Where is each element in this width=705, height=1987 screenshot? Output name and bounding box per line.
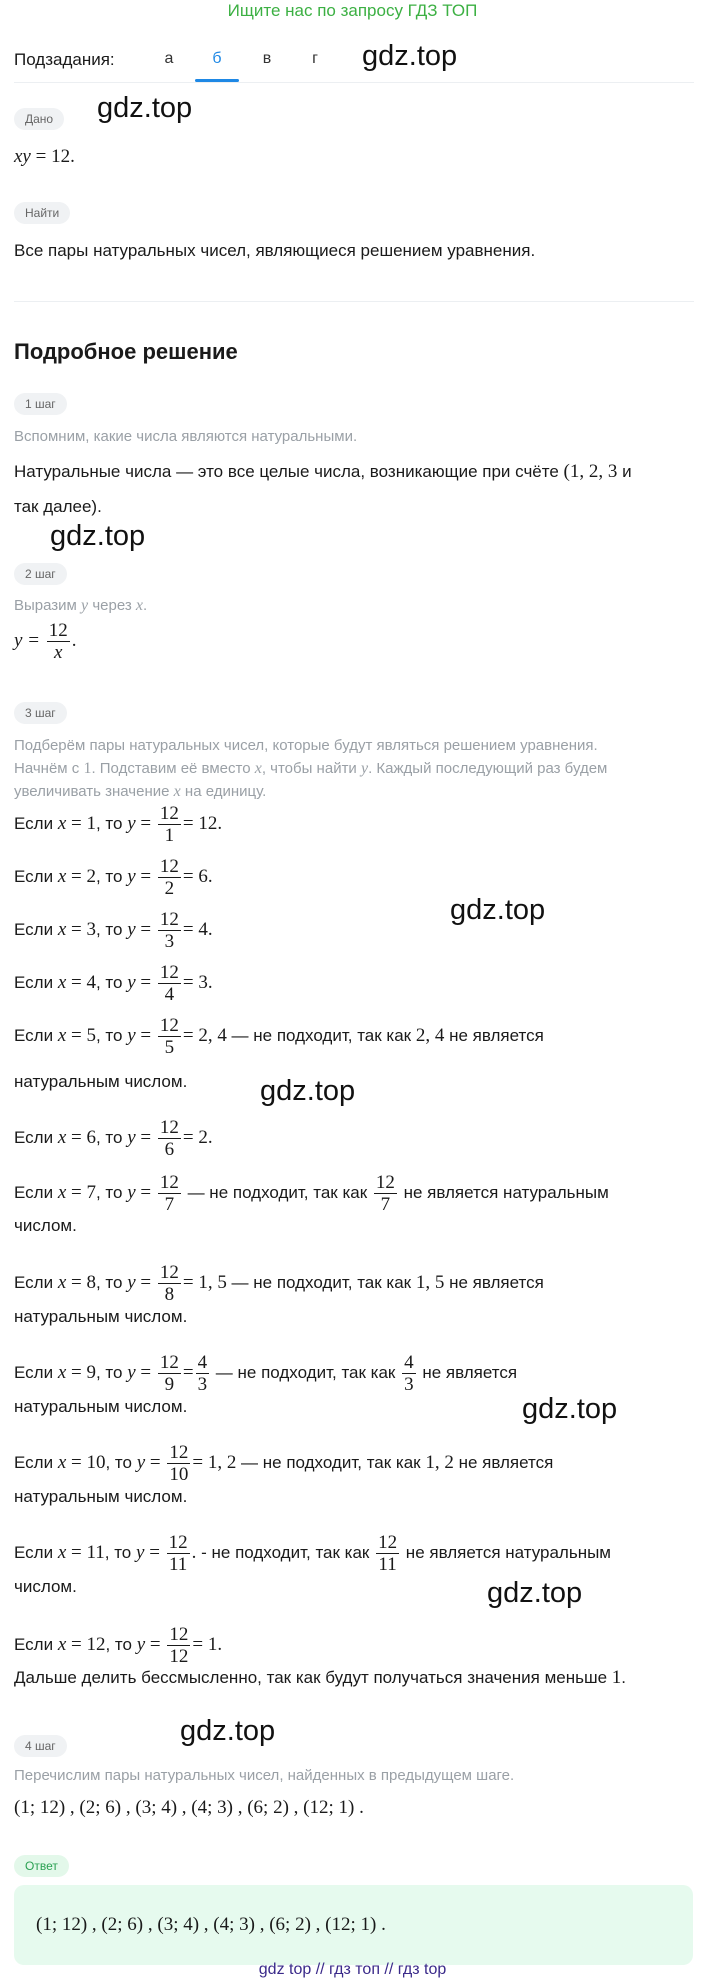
case-if: Если (14, 813, 54, 833)
case-if: Если (14, 1182, 54, 1202)
h3a: увеличивать значение (14, 783, 174, 800)
answer-box (14, 1885, 693, 1965)
case-then: , то (95, 1127, 123, 1147)
case-x: x (57, 1541, 67, 1563)
case-eq2: = (135, 1126, 156, 1148)
case-x: x (57, 865, 67, 887)
case-if: Если (14, 866, 54, 886)
case-eq: = (66, 812, 87, 834)
frac-den: 1 (164, 825, 175, 846)
tab-v[interactable]: в (262, 50, 272, 67)
frac-den: 3 (197, 1374, 208, 1395)
frac-num: 12 (159, 962, 179, 983)
case-if: Если (14, 1025, 54, 1045)
case-then: , то (95, 1025, 123, 1045)
case-y: y (136, 1633, 146, 1655)
case-x-val: 4 (86, 971, 96, 993)
given-pill: Дано (14, 108, 64, 130)
step2-hint-y: y (81, 597, 89, 614)
case-result: = 1, 5 (182, 1271, 227, 1293)
case-result-fraction (196, 1352, 210, 1395)
step3-hint1: Подберём пары натуральных чисел, которые будут являться решением уравнения. (14, 737, 598, 754)
case-y: y (127, 1361, 136, 1383)
case-eq2: = (145, 1633, 166, 1655)
case-fraction (158, 1262, 181, 1305)
case-tail: — не подходит, так как (182, 1182, 372, 1202)
frac-num: 12 (169, 1442, 189, 1463)
frac-num: 12 (159, 803, 179, 824)
case-eq: = (66, 1361, 87, 1383)
case-result: = 2. (182, 1126, 213, 1148)
case-tail2: не является (453, 1452, 554, 1472)
case-continuation: натуральным числом. (14, 1487, 188, 1506)
step1-line1-text: Натуральные числа — это все целые числа, возникающие при счёте (14, 462, 564, 481)
tab-a[interactable]: а (164, 50, 174, 67)
case-tail: — не подходит, так как (226, 1025, 416, 1045)
h2b: 1 (83, 760, 92, 777)
footer-links: gdz top // гдз топ // гдз top (258, 1961, 447, 1978)
case-eq2: = (135, 865, 156, 887)
step1-pill: 1 шаг (14, 393, 67, 415)
case-continuation: натуральным числом. (14, 1307, 188, 1326)
case-eq: = (66, 865, 87, 887)
case-eq: = (66, 1024, 87, 1046)
case-tail: — не подходит, так как (211, 1362, 401, 1382)
frac-den: 2 (164, 878, 175, 899)
h2f: y (360, 760, 369, 777)
case-then: , то (95, 919, 123, 939)
case-eq2: = (135, 918, 156, 940)
top-banner: Ищите нас по запросу ГДЗ ТОП (227, 1, 478, 20)
case-y: y (127, 918, 136, 940)
h2e: , чтобы найти (261, 760, 361, 777)
h2a: Начнём с (14, 760, 84, 777)
case-y: y (136, 1451, 146, 1473)
case-result: = 4. (182, 918, 213, 940)
step2-hint-a: Выразим (14, 597, 82, 614)
case-eq2: = (135, 1181, 156, 1203)
case-then: , то (95, 1272, 123, 1292)
case-row (14, 1442, 553, 1485)
case-result: = 3. (182, 971, 213, 993)
case-x: x (57, 1451, 67, 1473)
case-row (14, 909, 213, 952)
case-y: y (127, 812, 136, 834)
h2g: . Каждый последующий раз будем (368, 760, 608, 777)
case-if: Если (14, 1272, 54, 1292)
find-text: Все пары натуральных чисел, являющиеся решением уравнения. (14, 241, 536, 260)
h2d: x (254, 760, 262, 777)
case-fraction (158, 909, 181, 952)
step1-line1 (14, 460, 632, 483)
case-row (14, 1172, 609, 1215)
case-x: x (57, 1271, 67, 1293)
case-x-val: 5 (86, 1024, 96, 1046)
answer-pill: Ответ (14, 1855, 69, 1877)
case-then: , то (95, 813, 123, 833)
case-eq: = (66, 1541, 87, 1563)
frac-num: 12 (378, 1532, 398, 1553)
case-if: Если (14, 1362, 54, 1382)
case-tail-math: 2, 4 (415, 1024, 445, 1046)
case-tail: - не подходит, так как (196, 1542, 375, 1562)
case-tail-fraction (376, 1532, 399, 1575)
step3-conclusion (14, 1666, 626, 1689)
frac-num: 12 (159, 1015, 179, 1036)
case-eq: = (66, 1451, 87, 1473)
case-y: y (127, 1126, 136, 1148)
case-eq: = (66, 1126, 87, 1148)
case-x-val: 7 (86, 1181, 96, 1203)
case-tail2: не является (444, 1025, 544, 1045)
case-eq2: = (135, 971, 156, 993)
step2-formula: y = $\frac{12}{x}$ . (14, 620, 77, 663)
case-row (14, 803, 222, 846)
frac-den: 3 (164, 931, 175, 952)
case-if: Если (14, 919, 54, 939)
frac-den: 5 (164, 1037, 175, 1058)
case-result: = 12. (182, 812, 223, 834)
given-equation (14, 145, 75, 168)
step4-pill: 4 шаг (14, 1735, 67, 1757)
case-result: = 2, 4 (182, 1024, 227, 1046)
h2c: . Подставим её вместо (91, 760, 255, 777)
frac-den: 4 (164, 984, 175, 1005)
case-result: . (191, 1541, 197, 1563)
case-y: y (127, 1024, 136, 1046)
case-continuation: числом. (14, 1216, 77, 1235)
frac-den: 8 (164, 1284, 175, 1305)
case-tail2: не является (417, 1362, 518, 1382)
case-result: = (182, 1361, 194, 1383)
step1-line1-math: (1, 2, 3 (563, 461, 618, 482)
concl-c: . (621, 1668, 627, 1687)
frac-den: 11 (378, 1554, 397, 1575)
step3-pill: 3 шаг (14, 702, 67, 724)
case-x-val: 2 (86, 865, 96, 887)
case-x: x (57, 1126, 67, 1148)
case-tail: — не подходит, так как (226, 1272, 416, 1292)
case-y: y (136, 1541, 145, 1563)
step4-hint: Перечислим пары натуральных чисел, найденных в предыдущем шаге. (14, 1767, 515, 1784)
case-x-val: 12 (86, 1633, 106, 1655)
case-if: Если (14, 1542, 54, 1562)
solution-title: Подробное решение (14, 339, 238, 364)
case-tail2: не является (444, 1272, 544, 1292)
case-y: y (127, 865, 136, 887)
case-if: Если (14, 1634, 54, 1654)
frac-den: 12 (169, 1646, 189, 1667)
case-continuation: натуральным числом. (14, 1072, 188, 1091)
case-x: x (57, 1361, 67, 1383)
watermark: gdz.top (450, 894, 546, 926)
case-eq2: = (135, 1271, 156, 1293)
frac-den: 11 (169, 1554, 188, 1575)
step2-pill: 2 шаг (14, 563, 67, 585)
frac-den: 3 (404, 1374, 414, 1395)
step1-line2: так далее). (14, 497, 102, 516)
step2-fraction (47, 620, 70, 663)
case-eq: = (66, 1271, 87, 1293)
case-tail-fraction (374, 1172, 397, 1215)
frac-num: 12 (159, 1172, 179, 1193)
tab-b[interactable]: б (212, 50, 222, 67)
frac-den: 6 (164, 1139, 175, 1160)
case-continuation: числом. (14, 1577, 77, 1596)
frac-num: 12 (159, 909, 179, 930)
case-x: x (57, 1633, 67, 1655)
case-fraction (158, 1352, 181, 1395)
case-fraction (158, 856, 181, 899)
case-x-val: 3 (86, 918, 96, 940)
case-y: y (127, 1181, 136, 1203)
watermark: gdz.top (180, 1715, 276, 1747)
case-eq2: = (135, 1361, 156, 1383)
case-then: , то (95, 972, 123, 992)
case-eq: = (66, 971, 87, 993)
case-row (14, 1117, 213, 1160)
watermark: gdz.top (522, 1393, 618, 1425)
tab-g[interactable]: г (312, 50, 318, 67)
case-fraction (158, 1015, 181, 1058)
frac-num: 12 (168, 1532, 188, 1553)
case-then: , то (95, 866, 123, 886)
step1-hint: Вспомним, какие числа являются натуральными. (14, 428, 358, 445)
frac-den: 10 (169, 1464, 189, 1485)
case-x: x (57, 1181, 67, 1203)
case-x-val: 11 (86, 1541, 105, 1563)
case-then: , то (105, 1634, 132, 1654)
step3-hint2 (14, 757, 607, 780)
case-row (14, 1352, 517, 1395)
case-row (14, 1262, 544, 1305)
case-y: y (127, 971, 136, 993)
subtasks-label: Подзадания: (14, 50, 115, 69)
divider (14, 301, 694, 302)
watermark: gdz.top (487, 1577, 583, 1609)
case-x-val: 10 (86, 1451, 106, 1473)
frac-num: 12 (169, 1624, 189, 1645)
find-pill: Найти (14, 202, 70, 224)
step2-hint-b: через (88, 597, 136, 614)
case-then: , то (105, 1452, 132, 1472)
h3c: на единицу. (180, 783, 267, 800)
case-then: , то (104, 1542, 132, 1562)
frac-den: 7 (164, 1194, 175, 1215)
case-x-val: 1 (86, 812, 96, 834)
case-fraction (167, 1532, 190, 1575)
case-x-val: 9 (86, 1361, 96, 1383)
subtasks-bar (14, 46, 694, 83)
case-fraction (158, 1172, 181, 1215)
step4-pairs: (1; 12) , (2; 6) , (3; 4) , (4; 3) , (6; 2) , (12; 1) . (14, 1797, 364, 1818)
step2-hint-c: . (143, 597, 148, 614)
step2-hint-x: x (135, 597, 143, 614)
case-eq2: = (135, 812, 156, 834)
step3-hint3 (14, 780, 266, 803)
case-tail-math: 1, 2 (425, 1451, 454, 1473)
concl-b: 1 (611, 1667, 622, 1688)
case-eq2: = (144, 1541, 165, 1563)
case-if: Если (14, 1127, 54, 1147)
frac-num: 4 (197, 1352, 208, 1373)
frac-den: x (54, 642, 63, 663)
case-result: = 1, 2 (192, 1451, 237, 1473)
case-tail-fraction (402, 1352, 416, 1395)
frac-num: 12 (48, 620, 68, 641)
h3b: x (173, 783, 181, 800)
eq-rhs: = 12. (35, 146, 75, 167)
case-fraction (158, 803, 181, 846)
case-then: , то (95, 1362, 123, 1382)
case-eq: = (66, 1181, 87, 1203)
answer-pairs: (1; 12) , (2; 6) , (3; 4) , (4; 3) , (6; 2) , (12; 1) . (36, 1914, 386, 1935)
case-eq: = (66, 1633, 87, 1655)
case-x: x (57, 918, 67, 940)
watermark: gdz.top (97, 92, 193, 124)
case-x: x (57, 971, 67, 993)
step2-hint (14, 594, 147, 617)
frac-num: 12 (159, 856, 179, 877)
case-row (14, 962, 213, 1005)
case-x: x (57, 1024, 67, 1046)
case-result: = 1. (192, 1633, 223, 1655)
frac-num: 12 (159, 1117, 179, 1138)
case-fraction (158, 1117, 181, 1160)
case-fraction (167, 1624, 190, 1667)
watermark: gdz.top (50, 520, 146, 552)
case-row (14, 1015, 544, 1058)
frac-num: 12 (375, 1172, 395, 1193)
frac-num: 12 (159, 1352, 179, 1373)
case-y: y (127, 1271, 136, 1293)
case-x: x (57, 812, 67, 834)
case-if: Если (14, 972, 54, 992)
watermark: gdz.top (362, 40, 458, 72)
case-tail: — не подходит, так как (236, 1452, 426, 1472)
case-eq2: = (145, 1451, 166, 1473)
case-tail2: не является натуральным (401, 1542, 611, 1562)
case-fraction (158, 962, 181, 1005)
frac-den: 9 (164, 1374, 175, 1395)
concl-a: Дальше делить бессмысленно, так как будут получаться значения меньше (14, 1668, 612, 1687)
step1-line1-end: и (617, 462, 632, 481)
case-row (14, 1532, 611, 1575)
active-tab-indicator (195, 79, 239, 82)
case-x-val: 6 (86, 1126, 96, 1148)
case-continuation: натуральным числом. (14, 1397, 188, 1416)
case-row (14, 1624, 222, 1667)
step2-lhs: y = (14, 629, 41, 651)
case-x-val: 8 (86, 1271, 96, 1293)
frac-num: 4 (404, 1352, 414, 1373)
case-if: Если (14, 1452, 54, 1472)
case-result: = 6. (182, 865, 213, 887)
case-eq2: = (135, 1024, 156, 1046)
frac-den: 7 (380, 1194, 391, 1215)
case-row (14, 856, 213, 899)
eq-lhs: xy (14, 146, 31, 167)
frac-num: 12 (159, 1262, 179, 1283)
case-eq: = (66, 918, 87, 940)
case-fraction (167, 1442, 190, 1485)
case-tail2: не является натуральным (398, 1182, 609, 1202)
case-then: , то (95, 1182, 123, 1202)
case-tail-math: 1, 5 (415, 1271, 445, 1293)
watermark: gdz.top (260, 1075, 356, 1107)
